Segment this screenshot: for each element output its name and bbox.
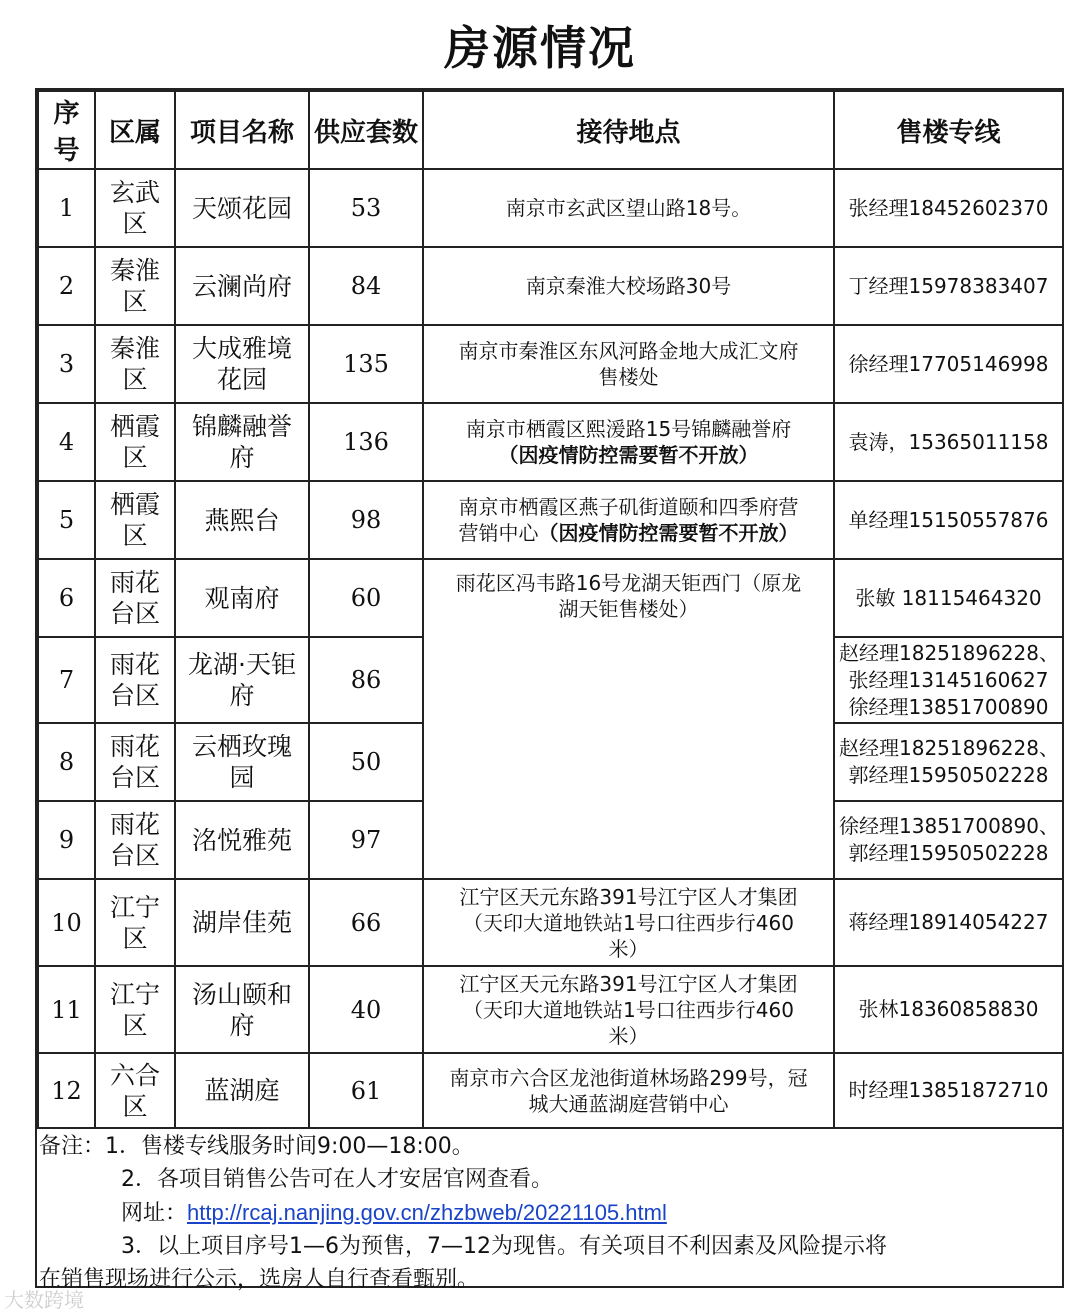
phone-line: 徐经理13851700890、: [839, 814, 1059, 838]
district-line: 雨花: [109, 732, 160, 761]
phone-line: 丁经理15978383407: [848, 273, 1049, 298]
district-line: 江宁: [109, 979, 160, 1009]
project-line: 观南府: [204, 583, 280, 613]
cell-hotline: [834, 169, 1063, 247]
address-line: 米）: [608, 1023, 649, 1048]
cell-supply: 86: [309, 637, 423, 723]
address-line: 售楼处: [598, 365, 659, 389]
phone-line: 赵经理18251896228、: [839, 736, 1059, 760]
cell-address-merged: [423, 559, 834, 879]
cell-address: [423, 481, 834, 559]
district-line: 区: [122, 209, 148, 238]
page-title: 房源情况: [444, 21, 636, 75]
cell-hotline: [834, 403, 1063, 481]
cell-district: [95, 481, 175, 559]
cell-no: 3: [38, 325, 95, 403]
project-line: 天颂花园: [191, 193, 292, 223]
cell-no: 9: [38, 801, 95, 879]
cell-supply: 135: [309, 325, 423, 403]
cell-supply: 98: [309, 481, 423, 559]
district-line: 台区: [109, 841, 160, 870]
cell-no: 7: [38, 637, 95, 723]
cell-hotline: [834, 637, 1063, 723]
remark-line-3: 3．以上项目序号1—6为预售，7—12为现售。有关项目不利因素及风险提示将: [121, 1234, 887, 1259]
cell-supply: 61: [309, 1053, 423, 1128]
project-line: 锦麟融誉: [191, 412, 292, 441]
remark-url-label: 网址：: [121, 1201, 188, 1226]
table-row: [38, 403, 1063, 481]
address-line: 米）: [608, 936, 649, 961]
cell-district: [95, 169, 175, 247]
district-line: 台区: [109, 763, 160, 792]
district-line: 区: [122, 1091, 148, 1121]
cell-address: [423, 1053, 834, 1128]
cell-district: [95, 403, 175, 481]
district-line: 台区: [109, 599, 160, 628]
cell-no: 1: [38, 169, 95, 247]
table-header-row: [38, 91, 1063, 169]
cell-no: 11: [38, 966, 95, 1053]
cell-address: [423, 879, 834, 966]
cell-address: [423, 169, 834, 247]
phone-line: 徐经理13851700890: [848, 694, 1049, 719]
address-line: 南京市秦淮区东风河路金地大成汇文府: [458, 339, 799, 363]
cell-project: [175, 481, 309, 559]
cell-no: 5: [38, 481, 95, 559]
table-row: [38, 1053, 1063, 1128]
district-line: 江宁: [109, 892, 160, 922]
cell-hotline: [834, 966, 1063, 1053]
project-line: 燕熙台: [204, 505, 280, 535]
address-line: 南京秦淮大校场路30号: [525, 274, 732, 298]
district-line: 秦淮: [109, 256, 160, 285]
header-hotline: 售楼专线: [834, 91, 1063, 169]
address-line: 南京市栖霞区燕子矶街道颐和四季府营: [458, 495, 799, 519]
cell-hotline: [834, 879, 1063, 966]
cell-district: [95, 637, 175, 723]
table-row: [38, 879, 1063, 966]
phone-line: 张敏 18115464320: [855, 585, 1042, 610]
cell-project: [175, 723, 309, 801]
project-line: 云澜尚府: [191, 271, 292, 301]
district-line: 栖霞: [109, 412, 160, 441]
remark-url-line: [39, 1196, 1060, 1230]
cell-hotline: [834, 723, 1063, 801]
address-line: 江宁区天元东路391号江宁区人才集团: [459, 971, 798, 996]
address-line: 湖天钜售楼处）: [558, 597, 699, 621]
address-line-mixed: [428, 520, 829, 546]
remark-line-4: 在销售现场进行公示，选房人自行查看甄别。: [39, 1267, 480, 1292]
remarks-section: [37, 1126, 1062, 1296]
header-district: 区属: [95, 91, 175, 169]
cell-no: 4: [38, 403, 95, 481]
address-line: 南京市玄武区望山路18号。: [505, 196, 752, 220]
phone-line: 单经理15150557876: [848, 507, 1049, 532]
district-line: 区: [122, 1010, 148, 1040]
project-line: 洺悦雅苑: [191, 825, 292, 855]
project-line: 大成雅境: [191, 334, 292, 363]
cell-district: [95, 247, 175, 325]
table-row: [38, 966, 1063, 1053]
phone-line: 郭经理15950502228: [848, 763, 1049, 787]
cell-address: [423, 325, 834, 403]
remark-line-2: 2．各项目销售公告可在人才安居官网查看。: [121, 1167, 553, 1192]
district-line: 雨花: [109, 810, 160, 839]
address-line: 城大通蓝湖庭营销中心: [528, 1091, 729, 1116]
remark-line-1: 备注：1．售楼专线服务时间9:00—18:00。: [39, 1134, 474, 1159]
cell-hotline: [834, 801, 1063, 879]
cell-project: [175, 325, 309, 403]
project-line: 湖岸佳苑: [191, 908, 292, 937]
phone-line: 袁涛，15365011158: [848, 429, 1049, 454]
announcement-link[interactable]: http://rcaj.nanjing.gov.cn/zhzbweb/20221105.html: [187, 1200, 667, 1225]
district-line: 雨花: [109, 568, 160, 597]
address-line: （天印大道地铁站1号口往西步行460: [463, 997, 794, 1022]
housing-table: [37, 90, 1064, 1129]
cell-project: [175, 559, 309, 637]
cell-hotline: [834, 325, 1063, 403]
district-line: 区: [122, 521, 148, 550]
project-line: 龙湖·天钜: [188, 650, 296, 679]
project-line: 云栖玫瑰: [191, 732, 292, 761]
table-row: [38, 481, 1063, 559]
cell-district: [95, 966, 175, 1053]
district-line: 栖霞: [109, 490, 160, 519]
cell-project: [175, 966, 309, 1053]
project-line: 府: [229, 681, 255, 710]
cell-supply: 136: [309, 403, 423, 481]
phone-line: 蒋经理18914054227: [848, 910, 1049, 934]
district-line: 区: [122, 365, 148, 394]
cell-no: 2: [38, 247, 95, 325]
table-row: [38, 325, 1063, 403]
header-no: 序号: [38, 91, 95, 169]
cell-project: [175, 879, 309, 966]
cell-hotline: [834, 559, 1063, 637]
address-fragment: 营销中心: [458, 521, 539, 545]
district-line: 区: [122, 287, 148, 316]
cell-supply: 60: [309, 559, 423, 637]
cell-project: [175, 403, 309, 481]
cell-no: 10: [38, 879, 95, 966]
district-line: 六合: [109, 1060, 160, 1090]
header-project: 项目名称: [175, 91, 309, 169]
table-row: [38, 247, 1063, 325]
district-line: 台区: [109, 681, 160, 710]
address-line: （天印大道地铁站1号口往西步行460: [463, 910, 794, 935]
cell-project: [175, 637, 309, 723]
address-line: 南京市栖霞区熙湲路15号锦麟融誉府: [465, 417, 792, 441]
cell-project: [175, 247, 309, 325]
phone-line: 时经理13851872710: [848, 1078, 1049, 1102]
phone-line: 徐经理17705146998: [848, 351, 1049, 376]
cell-district: [95, 325, 175, 403]
cell-project: [175, 169, 309, 247]
address-line: 江宁区天元东路391号江宁区人才集团: [459, 884, 798, 909]
district-line: 区: [122, 923, 148, 953]
cell-district: [95, 801, 175, 879]
cell-district: [95, 1053, 175, 1128]
cell-district: [95, 723, 175, 801]
address-line: 雨花区冯韦路16号龙湖天钜西门（原龙: [455, 571, 802, 595]
phone-line: 张经理13145160627: [848, 667, 1049, 692]
cell-project: [175, 801, 309, 879]
phone-line: 赵经理18251896228、: [839, 640, 1059, 665]
district-line: 雨花: [109, 650, 160, 679]
table-row: [38, 559, 1063, 637]
housing-sheet: [35, 88, 1064, 1292]
cell-no: 8: [38, 723, 95, 801]
project-line: 府: [229, 443, 255, 472]
project-line: 汤山颐和: [191, 979, 292, 1009]
cell-project: [175, 1053, 309, 1128]
table-row: [38, 169, 1063, 247]
watermark: 大数跨境: [4, 1288, 84, 1312]
cell-supply: 50: [309, 723, 423, 801]
cell-supply: 40: [309, 966, 423, 1053]
cell-supply: 97: [309, 801, 423, 879]
cell-hotline: [834, 247, 1063, 325]
cell-address: [423, 403, 834, 481]
header-address: 接待地点: [423, 91, 834, 169]
address-notice: （因疫情防控需要暂不开放）: [498, 443, 759, 467]
address-notice: （因疫情防控需要暂不开放）: [538, 521, 799, 545]
project-line: 蓝湖庭: [204, 1076, 280, 1105]
cell-hotline: [834, 1053, 1063, 1128]
cell-address: [423, 966, 834, 1053]
district-line: 玄武: [109, 178, 160, 207]
cell-supply: 53: [309, 169, 423, 247]
cell-supply: 66: [309, 879, 423, 966]
project-line: 花园: [216, 365, 267, 394]
phone-line: 张林18360858830: [858, 997, 1039, 1021]
district-line: 秦淮: [109, 334, 160, 363]
cell-no: 12: [38, 1053, 95, 1128]
cell-supply: 84: [309, 247, 423, 325]
header-supply: 供应套数: [309, 91, 423, 169]
address-line: 南京市六合区龙池街道林场路299号，冠: [449, 1065, 808, 1090]
phone-line: 张经理18452602370: [848, 195, 1049, 220]
phone-line: 郭经理15950502228: [848, 841, 1049, 865]
cell-district: [95, 879, 175, 966]
project-line: 府: [229, 1010, 255, 1040]
cell-hotline: [834, 481, 1063, 559]
cell-no: 6: [38, 559, 95, 637]
cell-address: [423, 247, 834, 325]
project-line: 园: [229, 763, 255, 792]
district-line: 区: [122, 443, 148, 472]
cell-district: [95, 559, 175, 637]
